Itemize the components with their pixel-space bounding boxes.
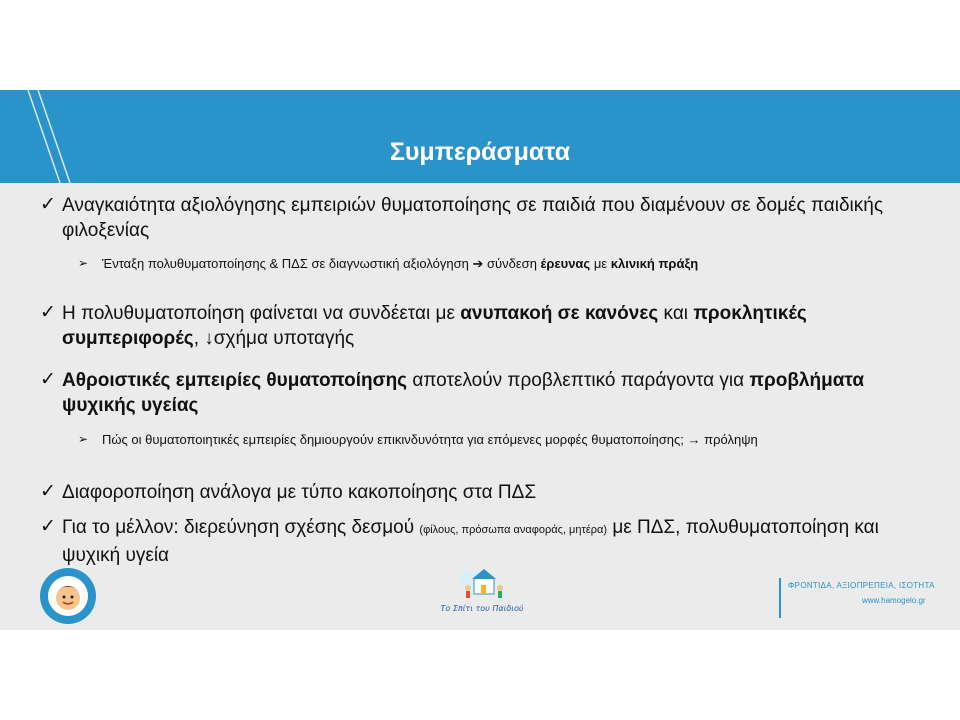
spiti-logo bbox=[440, 566, 524, 606]
bullet-3 bbox=[40, 368, 900, 418]
footer-divider bbox=[779, 578, 781, 618]
title-band bbox=[0, 90, 960, 183]
bullet-2-text: Η πολυθυματοποίηση φαίνεται να συνδέεται με ανυπακοή σε κανόνες και προκλητικές συμπεριφορές, ↓σχήμα υποταγής bbox=[62, 303, 807, 349]
hamogelo-logo bbox=[38, 566, 98, 626]
bullet-5-text: Για το μέλλον: διερεύνηση σχέσης δεσμού (φίλους, πρόσωπα αναφοράς, μητέρα) με ΠΔΣ, πολυθυματοποίηση και ψυχική υγεία bbox=[62, 517, 879, 566]
sub-bullet-1-text: Ένταξη πολυθυματοποίησης & ΠΔΣ σε διαγνωστική αξιολόγηση ➔ σύνδεση έρευνας με κλινική πράξη bbox=[102, 256, 699, 271]
page-title: Συμπεράσματα bbox=[389, 138, 571, 166]
check-icon: ✓ bbox=[40, 302, 56, 323]
bullet-1-text: Αναγκαιότητα αξιολόγησης εμπειριών θυματοποίησης σε παιδιά που διαμένουν σε δομές παιδικής φιλοξενίας bbox=[62, 195, 883, 241]
arrow-right-icon: ➔ bbox=[472, 256, 484, 271]
bullet-5 bbox=[40, 515, 900, 568]
check-icon: ✓ bbox=[40, 516, 56, 537]
check-icon: ✓ bbox=[40, 194, 56, 215]
bullet-2 bbox=[40, 301, 900, 351]
spiti-logo-text: Το Σπίτι του Παιδιού bbox=[440, 604, 524, 613]
arrow-bullet-icon: ➢ bbox=[78, 256, 89, 270]
footer-tagline: ΦΡΟΝΤΙΔΑ, ΑΞΙΟΠΡΕΠΕΙΑ, ΙΣΟΤΗΤΑ bbox=[788, 581, 935, 590]
check-icon: ✓ bbox=[40, 369, 56, 390]
bullet-4-text: Διαφοροποίηση ανάλογα με τύπο κακοποίησης στα ΠΔΣ bbox=[62, 482, 537, 503]
bullet-1 bbox=[40, 193, 900, 243]
footer-website: www.hamogelo.gr bbox=[862, 596, 926, 605]
arrow-bullet-icon: ➢ bbox=[78, 432, 89, 446]
sub-bullet-3 bbox=[78, 430, 900, 449]
bullet-4 bbox=[40, 480, 900, 505]
sub-bullet-1 bbox=[78, 254, 900, 273]
check-icon: ✓ bbox=[40, 481, 56, 502]
arrow-right-icon: → bbox=[687, 432, 701, 447]
bullet-3-text: Αθροιστικές εμπειρίες θυματοποίησης αποτελούν προβλεπτικό παράγοντα για προβλήματα ψυχικής υγείας bbox=[62, 370, 865, 416]
decorative-stripes bbox=[0, 90, 90, 183]
sub-bullet-3-text: Πώς οι θυματοποιητικές εμπειρίες δημιουργούν επικινδυνότητα για επόμενες μορφές θυματοποίησης; → πρόληψη bbox=[102, 432, 758, 447]
